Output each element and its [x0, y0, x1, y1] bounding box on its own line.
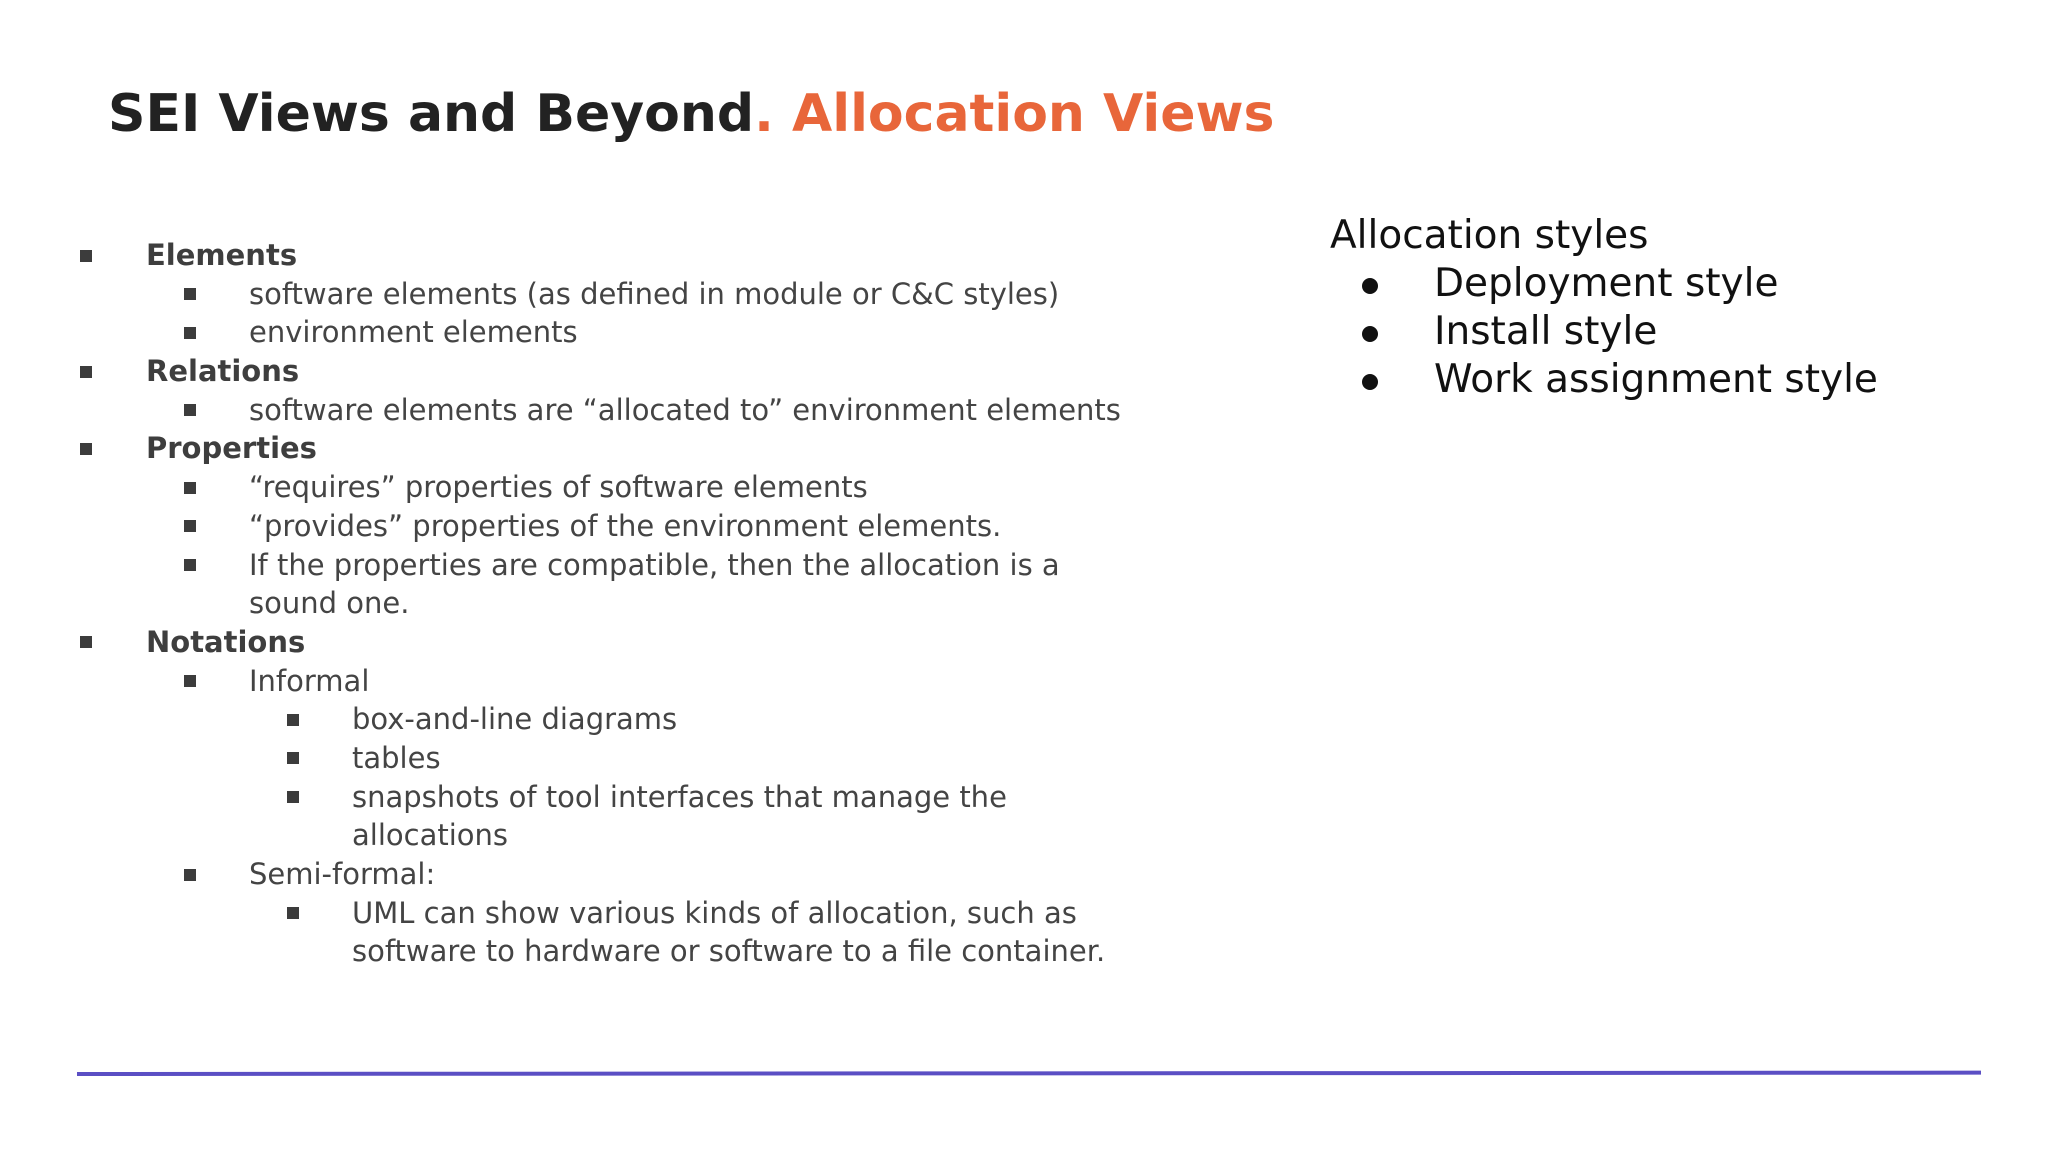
list-item-text: software elements (as defined in module or C&C styles) [249, 276, 1060, 311]
list-item [0, 739, 1150, 778]
list-item-text: “provides” properties of the environment elements. [249, 508, 1002, 543]
allocation-styles-heading: Allocation styles [1330, 213, 1649, 258]
list-item-text: “requires” properties of software elements [249, 470, 868, 505]
style-item-work-assignment [1330, 356, 1878, 404]
list-item [0, 546, 1150, 585]
list-item-text: allocations [352, 818, 509, 853]
square-bullet-icon [180, 662, 200, 701]
list-item-continuation [0, 932, 1150, 971]
slide-title [108, 84, 1274, 144]
list-item-continuation [0, 816, 1150, 855]
list-item-text: software to hardware or software to a file container. [352, 934, 1106, 969]
list-item-continuation [0, 584, 1150, 623]
list-item-text: Informal [249, 663, 370, 698]
list-item-text: box-and-line diagrams [352, 702, 678, 737]
square-bullet-icon [283, 894, 303, 933]
square-bullet-icon [76, 236, 96, 275]
style-item-deployment [1330, 260, 1779, 308]
square-bullet-icon [180, 468, 200, 507]
list-item-text: environment elements [249, 315, 578, 350]
footer-divider [77, 1071, 1981, 1076]
square-bullet-icon [180, 275, 200, 314]
list-item-text: UML can show various kinds of allocation, such as [352, 895, 1077, 930]
list-item [0, 313, 1150, 352]
list-item-text: If the properties are compatible, then the allocation is a [249, 547, 1060, 582]
list-item-text: Semi-formal: [249, 857, 436, 891]
square-bullet-icon [283, 739, 303, 778]
square-bullet-icon [180, 546, 200, 585]
outline-heading: Elements [146, 238, 298, 272]
list-item [0, 778, 1150, 817]
round-bullet-icon [1360, 308, 1380, 356]
list-item-semi-formal [0, 855, 1150, 894]
style-item-install [1330, 308, 1658, 356]
square-bullet-icon [76, 352, 96, 391]
square-bullet-icon [76, 429, 96, 468]
square-bullet-icon [180, 507, 200, 546]
outline-item-properties [0, 429, 1150, 468]
style-item-text: Work assignment style [1434, 357, 1878, 402]
round-bullet-icon [1360, 356, 1380, 404]
square-bullet-icon [76, 623, 96, 662]
outline-list [0, 236, 1150, 971]
style-item-text: Install style [1434, 309, 1658, 354]
outline-item-elements [0, 236, 1150, 275]
square-bullet-icon [283, 700, 303, 739]
square-bullet-icon [180, 391, 200, 430]
list-item-text: tables [352, 740, 441, 775]
list-item [0, 275, 1150, 314]
outline-heading: Notations [146, 624, 306, 659]
list-item [0, 894, 1150, 933]
title-main: SEI Views and Beyond [108, 84, 755, 144]
square-bullet-icon [180, 855, 200, 894]
style-item-text: Deployment style [1434, 261, 1779, 306]
square-bullet-icon [180, 313, 200, 352]
square-bullet-icon [283, 778, 303, 817]
outline-item-notations [0, 623, 1150, 662]
outline-heading: Properties [146, 431, 317, 466]
list-item [0, 507, 1150, 546]
outline-heading: Relations [146, 354, 300, 389]
list-item-informal [0, 662, 1150, 701]
outline-item-relations [0, 352, 1150, 391]
list-item-text: sound one. [249, 586, 410, 621]
list-item-text: snapshots of tool interfaces that manage the [352, 779, 1007, 814]
list-item [0, 700, 1150, 739]
allocation-styles [1330, 212, 1878, 404]
list-item [0, 391, 1150, 430]
title-accent: . Allocation Views [754, 84, 1275, 144]
round-bullet-icon [1360, 260, 1380, 308]
list-item [0, 468, 1150, 507]
list-item-text: software elements are “allocated to” environment elements [249, 392, 1121, 427]
